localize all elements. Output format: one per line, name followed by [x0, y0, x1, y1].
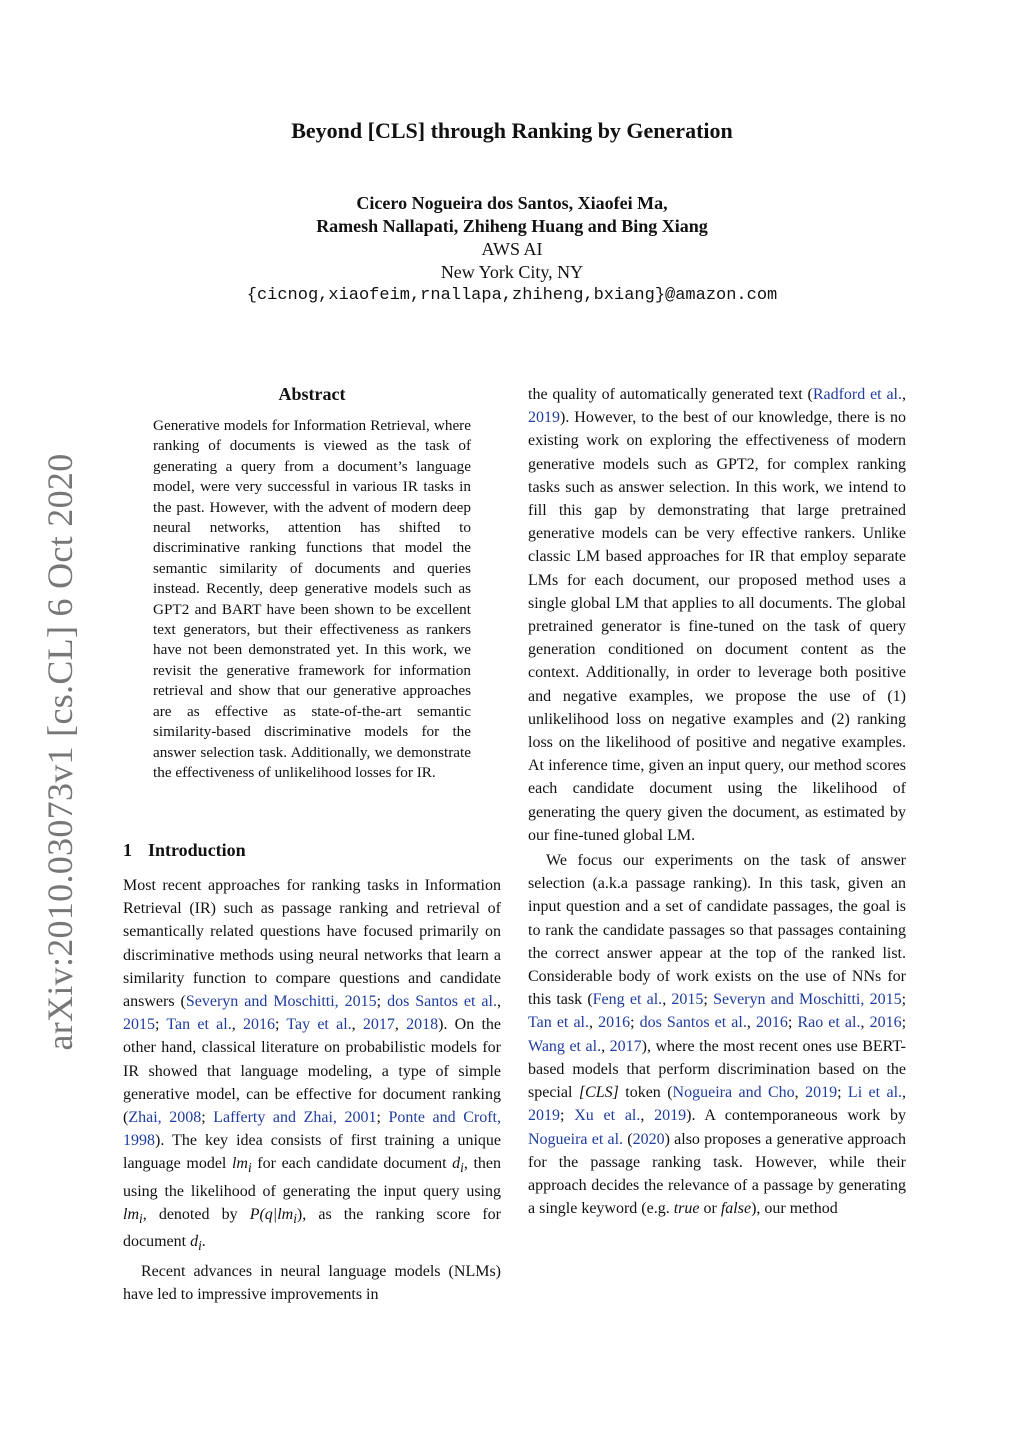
math-symbol: lm — [231, 1155, 248, 1173]
citation-link[interactable]: 2015 — [671, 991, 704, 1009]
author-block — [0, 192, 1024, 307]
math-symbol: P(q|lm — [249, 1206, 294, 1224]
citation-link[interactable]: dos Santos et al. — [639, 1014, 747, 1032]
citation-link[interactable]: 2020 — [632, 1130, 665, 1148]
citation-link[interactable]: Tan et al. — [166, 1016, 232, 1034]
citation-link[interactable]: Tan et al. — [528, 1014, 590, 1032]
location: New York City, NY — [440, 262, 584, 282]
section-number: 1 — [123, 840, 132, 860]
authors-line-2: Ramesh Nallapati, Zhiheng Huang and Bing Xiang — [316, 216, 708, 236]
italic-term: true — [673, 1200, 700, 1218]
citation-link[interactable]: Lafferty and Zhai, 2001 — [213, 1109, 377, 1127]
citation-link[interactable]: Zhai, 2008 — [128, 1109, 202, 1127]
citation-link[interactable]: 2017 — [609, 1037, 642, 1055]
citation-link[interactable]: 2016 — [598, 1014, 631, 1032]
italic-term: false — [720, 1200, 752, 1218]
math-symbol: d — [190, 1233, 199, 1251]
intro-paragraph-1: Most recent approaches for ranking tasks in Information Retrieval (IR) such as passage ranking and retrieval of semantically related questions have focused primarily on discriminative methods using neural networks that learn a similarity function to compare questions and candidate answers (Severyn and Moschitti, 2015; dos Santos et al., 2015; Tan et al., 2016; Tay et al., 2017, 2018). On the other hand, classical literature on probabilistic models for IR showed that language modeling, a type of simple generative model, can be effective for document ranking (Zhai, 2008; Lafferty and Zhai, 2001; Ponte and Croft, 1998). The key idea consists of first training a unique language model $lm_i$ for each candidate document $d_i$, then using the likelihood of generating the input query using $lm_i$, denoted by $P(q|lm_i)$, as the ranking score for document $d_i$. — [123, 877, 501, 1254]
math-symbol: [CLS] — [578, 1084, 619, 1102]
citation-link[interactable]: dos Santos et al. — [387, 993, 497, 1011]
citation-link[interactable]: Severyn and Moschitti, 2015 — [713, 991, 902, 1009]
left-column-body — [123, 874, 501, 1306]
citation-link[interactable]: Feng et al. — [592, 991, 663, 1009]
citation-link[interactable]: Wang et al. — [528, 1037, 602, 1055]
citation-link[interactable]: 2016 — [869, 1014, 902, 1032]
citation-link[interactable]: 2019 — [528, 1107, 560, 1125]
citation-link[interactable]: Radford et al. — [812, 386, 902, 403]
citation-link[interactable]: 2016 — [755, 1014, 788, 1032]
citation-link[interactable]: 2019 — [805, 1084, 838, 1102]
citation-link[interactable]: Nogueira and Cho — [672, 1084, 795, 1102]
intro-paragraph-2: Recent advances in neural language models (NLMs) have led to impressive improvements in — [123, 1262, 501, 1304]
abstract-text: Generative models for Information Retrieval, where ranking of documents is viewed as the task of generating a query from a document’s language model, were very successful in various IR tasks in the past. However, with the advent of modern deep neural networks, attention has shifted to discriminative ranking functions that model the semantic similarity of documents and queries instead. Recently, deep generative models such as GPT2 and BART have been shown to be excellent text generators, but their effectiveness as rankers have not been demonstrated yet. In this work, we revisit the generative framework for information retrieval and show that our generative approaches are as effective as state-of-the-art semantic similarity-based discriminative models for the answer selection task. Additionally, we demonstrate the effectiveness of unlikelihood losses for IR. — [153, 417, 471, 781]
citation-link[interactable]: 2017 — [362, 1016, 395, 1034]
citation-link[interactable]: 2015 — [123, 1016, 155, 1034]
citation-link[interactable]: 2016 — [242, 1016, 275, 1034]
citation-link[interactable]: Ponte and Croft, 1998 — [123, 1109, 501, 1150]
abstract-heading: Abstract — [278, 384, 346, 404]
citation-link[interactable]: Xu et al. — [574, 1107, 641, 1125]
citation-link[interactable]: 2018 — [406, 1016, 439, 1034]
right-paragraph-1: the quality of automatically generated text (Radford et al., 2019). However, to the best of our knowledge, there is no existing work on exploring the effectiveness of modern generative models such as GPT2, for complex ranking tasks such as answer selection. In this work, we intend to fill this gap by demonstrating that large pretrained generative models can be very effective rankers. Unlike classic LM based approaches for IR that employ separate LMs for each document, our proposed method uses a single global LM that applies to all documents. The global pretrained generator is fine-tuned on the task of query generation conditioned on document content as the context. Additionally, in order to leverage both positive and negative examples, we propose the use of (1) unlikelihood loss on negative examples and (2) ranking loss on the likelihood of positive and negative examples. At inference time, given an input query, our method scores each candidate document using the likelihood of generating the query given the document, as estimated by our fine-tuned global LM. — [528, 386, 906, 844]
authors-line-1: Cicero Nogueira dos Santos, Xiaofei Ma, — [356, 193, 668, 213]
arxiv-stamp: arXiv:2010.03073v1 [cs.CL] 6 Oct 2020 — [40, 453, 80, 1051]
citation-link[interactable]: Li et al. — [847, 1084, 903, 1102]
citation-link[interactable]: Severyn and Moschitti, 2015 — [185, 993, 377, 1011]
right-paragraph-2: We focus our experiments on the task of answer selection (a.k.a passage ranking). In this task, given an input question and a set of candidate passages, the goal is to rank the candidate passages so that passages containing the correct answer appear at the top of the ranked list. Considerable body of work exists on the use of NNs for this task (Feng et al., 2015; Severyn and Moschitti, 2015; Tan et al., 2016; dos Santos et al., 2016; Rao et al., 2016; Wang et al., 2017), where the most recent ones use BERT-based models that perform discrimination based on the special [CLS] token (Nogueira and Cho, 2019; Li et al., 2019; Xu et al., 2019). A contemporaneous work by Nogueira et al. (2020) also proposes a generative approach for the passage ranking task. However, while their approach decides the relevance of a passage by generating a single keyword (e.g. true or false), our method — [528, 852, 907, 1218]
citation-link[interactable]: Tay et al. — [286, 1016, 352, 1034]
right-column-body — [528, 383, 906, 1220]
citation-link[interactable]: Nogueira et al. — [528, 1130, 624, 1148]
citation-link[interactable]: Rao et al. — [797, 1014, 861, 1032]
citation-link[interactable]: 2019 — [528, 409, 560, 427]
author-emails: {cicnog,xiaofeim,rnallapa,zhiheng,bxiang}@amazon.com — [246, 286, 778, 305]
section-heading-introduction — [123, 840, 246, 861]
math-symbol: d — [452, 1155, 461, 1173]
citation-link[interactable]: 2019 — [654, 1107, 687, 1125]
section-title: Introduction — [148, 840, 246, 860]
affiliation: AWS AI — [481, 239, 543, 259]
paper-title: Beyond [CLS] through Ranking by Generation — [291, 118, 733, 143]
math-symbol: lm — [123, 1206, 139, 1224]
